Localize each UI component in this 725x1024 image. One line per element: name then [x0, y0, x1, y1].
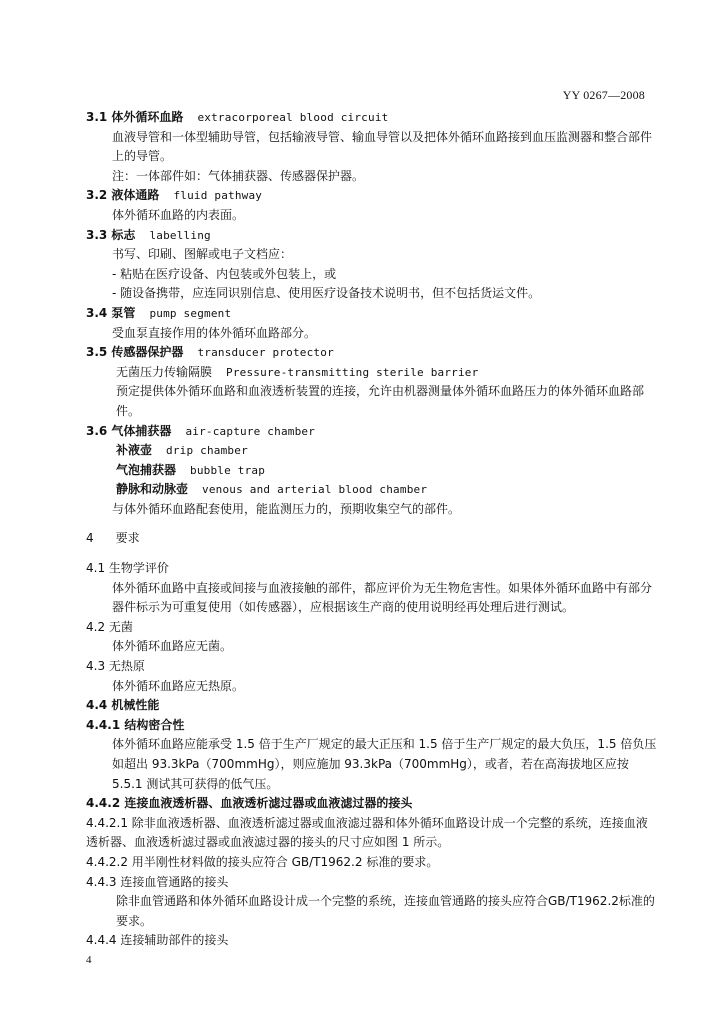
section-4-4-3-title: 4.4.3 连接血管通路的接头	[86, 874, 229, 889]
subterm-term: venous and arterial blood chamber	[202, 483, 428, 497]
section-4-4-1-text: 体外循环血路应能承受 1.5 倍于生产厂规定的最大正压和 1.5 倍于生产厂规定的最大负压，1.5 倍负压如超出 93.3kPa（700mmHg），则应施加 93.3kPa（700mmHg），或者，若在高海拔地区应按 5.5.1 测试其可获得的低气压。	[112, 737, 657, 791]
section-3-4-definition: 受血泵直接作用的体外循环血路部分。	[112, 325, 317, 340]
section-4-1-title: 4.1 生物学评价	[86, 561, 169, 576]
document-body	[86, 108, 658, 951]
section-title: 3.6 气体捕获器	[86, 423, 172, 438]
section-3-1	[86, 108, 658, 128]
section-title: 3.1 体外循环血路	[86, 110, 184, 124]
section-4-2-title: 4.2 无菌	[86, 619, 133, 634]
section-3-6-subterm-2	[86, 461, 658, 481]
section-4-2-text: 体外循环血路应无菌。	[112, 639, 233, 654]
section-3-6	[86, 422, 658, 442]
section-title: 要求	[115, 531, 140, 546]
section-3-3-item-1: - 粘贴在医疗设备、内包装或外包装上，或	[112, 266, 337, 281]
section-3-5	[86, 343, 658, 363]
section-3-6-definition: 与体外循环血路配套使用，能监测压力的，预期收集空气的部件。	[112, 501, 461, 516]
subterm-title: 补液壶	[116, 443, 153, 458]
section-term: transducer protector	[197, 346, 334, 360]
section-3-6-subterm-1	[86, 441, 658, 461]
section-4-4-4-title: 4.4.4 连接辅助部件的接头	[86, 933, 229, 948]
page-number: 4	[86, 954, 92, 966]
section-4-1-text: 体外循环血路中直接或间接与血液接触的部件，都应评价为无生物危害性。如果体外循环血路中有部分器件标示为可重复使用（如传感器），应根据该生产商的使用说明经再处理后进行测试。	[112, 580, 653, 615]
standard-number: YY 0267—2008	[562, 88, 645, 102]
section-4-4-1-title: 4.4.1 结构密合性	[86, 717, 185, 732]
section-3-5-subterm	[86, 363, 658, 383]
section-3-4	[86, 304, 658, 324]
subterm-title: 气泡捕获器	[116, 462, 177, 477]
section-4-4-title: 4.4 机械性能	[86, 698, 160, 713]
section-3-3-intro: 书写、印刷、图解或电子文档应：	[112, 247, 293, 262]
section-term: air-capture chamber	[185, 424, 316, 438]
section-title: 3.3 标志	[86, 227, 136, 242]
section-term: fluid pathway	[173, 189, 263, 203]
section-3-1-note: 注：一体部件如：气体捕获器、传感器保护器。	[112, 168, 365, 183]
section-term: extracorporeal blood circuit	[197, 111, 389, 124]
section-4-3-title: 4.3 无热原	[86, 659, 145, 674]
section-title: 3.5 传感器保护器	[86, 345, 184, 360]
section-4-4-2-title: 4.4.2 连接血液透析器、血液透析滤过器或血液滤过器的接头	[86, 796, 413, 811]
subterm-title: 无菌压力传输隔膜	[116, 364, 213, 379]
section-3-5-definition: 预定提供体外循环血路和血液透析装置的连接，允许由机器测量体外循环血路压力的体外循环血路部件。	[116, 384, 645, 418]
subterm-term: Pressure-transmitting sterile barrier	[226, 365, 479, 379]
section-3-3-item-2: - 随设备携带，应连同识别信息、使用医疗设备技术说明书，但不包括货运文件。	[112, 286, 541, 301]
section-3-2-definition: 体外循环血路的内表面。	[112, 207, 245, 222]
section-4-heading	[86, 529, 658, 549]
section-title: 3.4 泵管	[86, 305, 136, 320]
section-term: pump segment	[149, 306, 232, 320]
subterm-term: drip chamber	[166, 444, 248, 458]
section-number: 4	[86, 531, 94, 546]
subterm-term: bubble trap	[190, 463, 266, 477]
section-3-3	[86, 226, 658, 246]
section-3-6-subterm-3	[86, 480, 658, 500]
section-4-4-2-2: 4.4.2.2 用半刚性材料做的接头应符合 GB/T1962.2 标准的要求。	[86, 854, 439, 869]
section-4-4-3-text: 除非血管通路和体外循环血路设计成一个完整的系统，连接血管通路的接头应符合GB/T1962.2标准的要求。	[116, 894, 655, 928]
section-4-3-text: 体外循环血路应无热原。	[112, 678, 245, 693]
section-3-1-definition: 血液导管和一体型辅助导管，包括输液导管、输血导管以及把体外循环血路接到血压监测器和整合部件上的导管。	[112, 129, 653, 164]
subterm-title: 静脉和动脉壶	[116, 482, 189, 497]
section-4-4-2-1: 4.4.2.1 除非血液透析器、血液透析滤过器或血液滤过器和体外循环血路设计成一个完整的系统，连接血液透析器、血液透析滤过器或血液滤过器的接头的尺寸应如图 1 所示。	[86, 815, 648, 850]
section-3-2	[86, 186, 658, 206]
section-term: labelling	[149, 228, 211, 242]
section-title: 3.2 液体通路	[86, 188, 160, 203]
